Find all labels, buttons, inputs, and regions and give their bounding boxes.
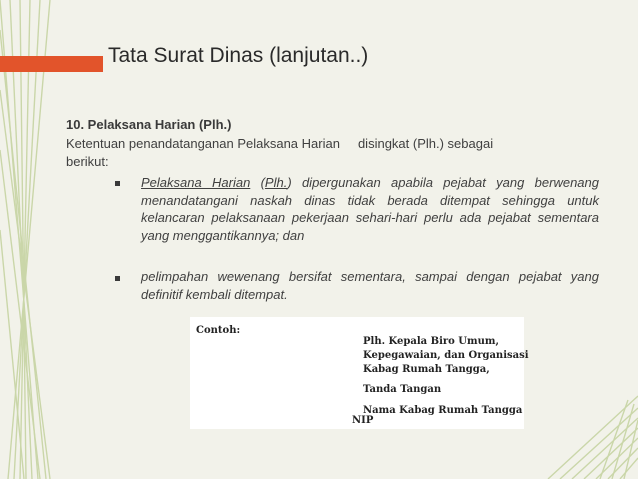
intro-text-1: Ketentuan penandatanganan Pelaksana Harian [66,136,340,151]
intro-text-3: berikut: [66,154,109,169]
bullet-marker-2 [115,276,120,281]
example-label: Contoh: [196,325,241,336]
bullet-item-1: Pelaksana Harian (Plh.) dipergunakan apabila pejabat yang berwenang menandatangani naskah dinas tidak berada ditempat sehingga untuk kelancaran pelaksanaan pekerjaan sehari-hari perlu ada pejabat sementara yang menggantikannya; dan [141,175,599,243]
bullet1-abbr: Plh. [264,175,288,190]
example-line-3: Kabag Rumah Tangga, [363,364,490,375]
example-box [190,317,529,429]
example-line-4: Tanda Tangan [363,384,442,395]
example-line-1: Plh. Kepala Biro Umum, [363,336,499,347]
title-accent-bar [0,56,103,72]
bullet-item-2: pelimpahan wewenang bersifat sementara, sampai dengan pejabat yang definitif kembali ditempat. [141,269,599,302]
example-line-5: Nama Kabag Rumah Tangga [363,405,523,416]
bullet1-term: Pelaksana Harian [141,175,251,190]
intro-text-2: disingkat (Plh.) sebagai [357,136,494,151]
example-line-2: Kepegawaian, dan Organisasi [363,350,529,361]
example-nip: NIP [352,415,374,426]
section-heading: 10. Pelaksana Harian (Plh.) [66,117,232,132]
intro-paragraph [66,135,596,171]
bullet1-rest: dipergunakan apabila pejabat yang berwenang menandatangani naskah dinas tidak berada ditempat sehingga untuk kelancaran pelaksanaan pekerjaan sehari-hari perlu ada pejabat sementara yang menggantikannya; dan [141,175,599,243]
slide-title: Tata Surat Dinas (lanjutan..) [108,44,369,67]
bullet-marker-1 [115,181,120,186]
